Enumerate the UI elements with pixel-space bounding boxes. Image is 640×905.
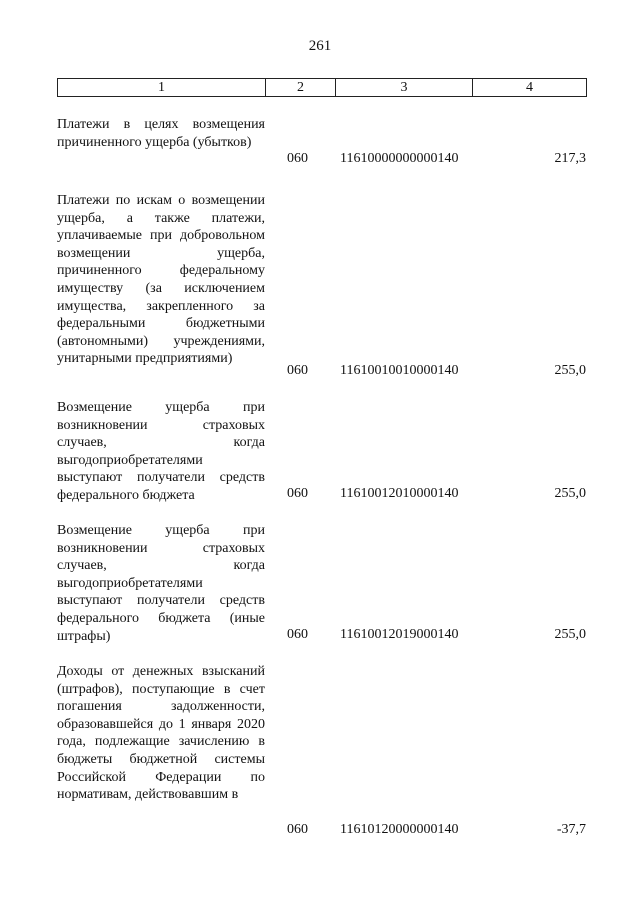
row-kbk-code: 11610120000000140 [340,822,459,838]
row-amount: 255,0 [554,363,586,379]
row-amount: 255,0 [554,627,586,643]
table-row [0,192,640,380]
table-row [0,522,640,644]
table-row [0,116,640,168]
row-kbk-code: 11610010010000140 [340,363,459,379]
header-col-2: 2 [266,79,336,96]
row-admin-code: 060 [287,486,308,502]
row-kbk-code: 11610012019000140 [340,627,459,643]
table-row [0,399,640,503]
row-description: Платежи по искам о возмещении ущерба, а также платежи, уплачиваемые при добровольном возмещении ущерба, причиненного федеральному имуществу (за исключением имущества, закрепленного за федеральными бюджетными (автономными) учреждениями, унитарными предприятиями) [57,193,265,367]
row-admin-code: 060 [287,627,308,643]
row-description: Платежи в целях возмещения причиненного ущерба (убытков) [57,117,265,150]
header-col-1: 1 [58,79,266,96]
table-row [0,663,640,839]
row-admin-code: 060 [287,822,308,838]
row-admin-code: 060 [287,151,308,167]
row-amount: -37,7 [556,822,586,838]
table-header [57,78,587,97]
row-amount: 217,3 [554,151,586,167]
header-col-3: 3 [336,79,473,96]
row-admin-code: 060 [287,363,308,379]
row-amount: 255,0 [554,486,586,502]
row-description: Возмещение ущерба при возникновении страховых случаев, когда выгодоприобретателями выступают получатели средств федерального бюджета [57,400,265,503]
row-kbk-code: 11610012010000140 [340,486,459,502]
row-description: Доходы от денежных взысканий (штрафов), поступающие в счет погашения задолженности, образовавшейся до 1 января 2020 года, подлежащие зачислению в бюджеты бюджетной системы Российской Федерации по нормативам, действовавшим в [57,664,265,803]
row-description: Возмещение ущерба при возникновении страховых случаев, когда выгодоприобретателями выступают получатели средств федерального бюджета (иные штрафы) [57,523,265,644]
row-kbk-code: 11610000000000140 [340,151,459,167]
page-number: 261 [308,38,332,54]
header-col-4: 4 [526,80,533,95]
